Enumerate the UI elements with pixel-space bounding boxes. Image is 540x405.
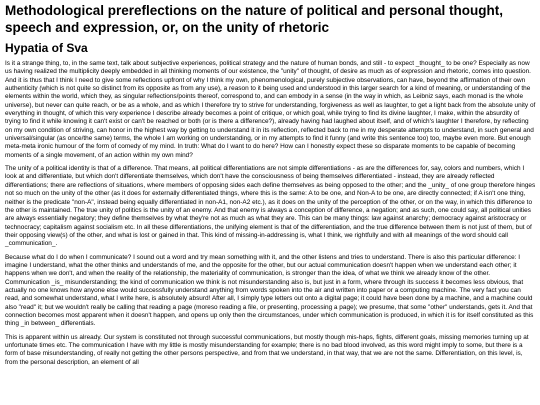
- document-author: Hypatia of Sva: [5, 41, 88, 55]
- paragraph-2: The unity of a political identity is that of a difference. That means, all political differentiations are not simple differentiations - as are the differences for, say, colors and numbers, which I look at and differentiate, but which don't differentiate themselves, which don't have the consciousness of being themselves differentiated - instead, they are already reflected differentiations; there are reflections of situations, where members of opposing sides each define themselves as being opposed to the other; and the _unity_ of one group therefore hinges not so much on the unity of the other (as it does for externally differentiated things, where this is the same: A to be one, and Non-A to be one, are directly connected; if A isn't one thing, neither is the predicate "non-A", instead being equally differentiated in non-A1, non-A2 etc.), as it does on the unity of the perception of the other, or on the way, in which this difference to the other is maintained. The true unity of politics is the unity of an enemy. And that enemy is always a conception of difference, a negation; and as such, one could say, all political unities are always essentially negatory; they define themselves by what they're not as much as what they are. This can be many things: law against anarchy; democracy against aristocracy or technocracy; capitalism against socialism etc. In all these differentiations, the unifying element is that of the differentiation, and the true difference between them is not just of them, but of their opposing view(s) of the other, and what is lost or gained in that. This kind of missing-in-addressing is, what I think, we rightfully and with all meanings of the word should call _communication_.: [5, 165, 536, 248]
- paragraph-4: This is apparent within us already. Our system is constituted not through successful communications, but mostly though mis-haps, fights, different goals, missing memories turning up at unfortunate times etc. The communication I have with my little is mostly misunderstanding for example; there is no bad blood involved, as this word might imply to some, but there is a form of base misunderstanding, of really not getting the other persons perspective, and from that we understand, in that way, that we are not the same. Differentiation, on this level, is, from the personal description, an element of all: [5, 333, 529, 366]
- paragraph-1: Is it a strange thing, to, in the same text, talk about subjective experiences, political strategy and the nature of human bonds, and still - to expect _thought_ to be one? Especially as now us having realized the multiplicity deeply embedded in all thinking moments of our existence, the "unity" of thought, of desire as much as of expression and rhetoric, comes into question. And it is thus that I think I need to give some reflections upfront of why I think my own, phenomenological, purely subjective observations, can have, beyond the affirmation of their own authenticity (which is not quite so distinct from its opposite as from any use), a reason to it being used and understood in this larger search for a kind of meaning, or understanding of the elements within the world, which they, as singular reflections/points thereof, correspond to, and can embody in a sense (in the way in which, as Leibniz says, each monad is the whole universe), but never can quite reach, or be as a whole, and as which I therefore try to strive for understanding, forgiveness as well as laughter, to get a light back from the absolute unity of everything in thought, of which this very experience I describe already becomes a point of critique, or which goal, while trying to find its divine laughter, I make, within the absurdity of trying to find it while knowing it can't exist or can't be reached or both (or is there a difference?), already having had laughed about itself, and of which's laughter I therefore, by reflecting on my own condition of striving, can honor in the highest way by getting to understand it in its reflection, reflected back to me in my desperate attempts to understand, in such general and universal/singular (as once/the same) terms, the whole I am working on understanding, or in my attempts to find it funny (and write this sentence too) too, maybe even more. But enough meta-meta ironic humour of the form of comedy of my mind. In truth: What do I want to do here? How can I honestly expect these so disparate moments to be capable of becoming moments of a single movement, of an action within my own mind?: [5, 60, 536, 159]
- paragraph-3: Because what do I do when I communicate? I sound out a word and try mean something with it, and the other listens and tries to understand. There is also this particular difference: I imagine I understand, what the other thinks and understands of me, and the opposite for the other, but our actual communication doesn't happen when we understand each other; it happens when we don't, and when the reality of the relationship, the materiality of communication, is stronger than the idea, of what we think we already know of the other. Communication _is_ misunderstanding; the kind of communication we think is not misunderstanding also is, but just in a form, where through its success it becomes less obvious, that actually no one knows how anyone else would successfully understand anything from words spoken into the air and written into paper or a computing machine. The very fact you can read, and somewhat understand, what I write here, is absolutely absurd! After all, I simply type letters out onto a digital page; it could have been done by a machine, and a machine could also "read" it; but we wouldn't really be calling that reading a page (moreso reading a file, or presenting, processing a page); we presume, that some "other" understands, gets it. And that connection becomes most apparent when it doesn't happen, and opens up only then the circumstances, under which communication is produced, in which it is for itself constituted as this thing _in between_ differentials.: [5, 253, 534, 328]
- document-title: Methodological prereflections on the nature of political and personal thought, speech and expression, or, on the unity of rhetoric: [5, 3, 504, 35]
